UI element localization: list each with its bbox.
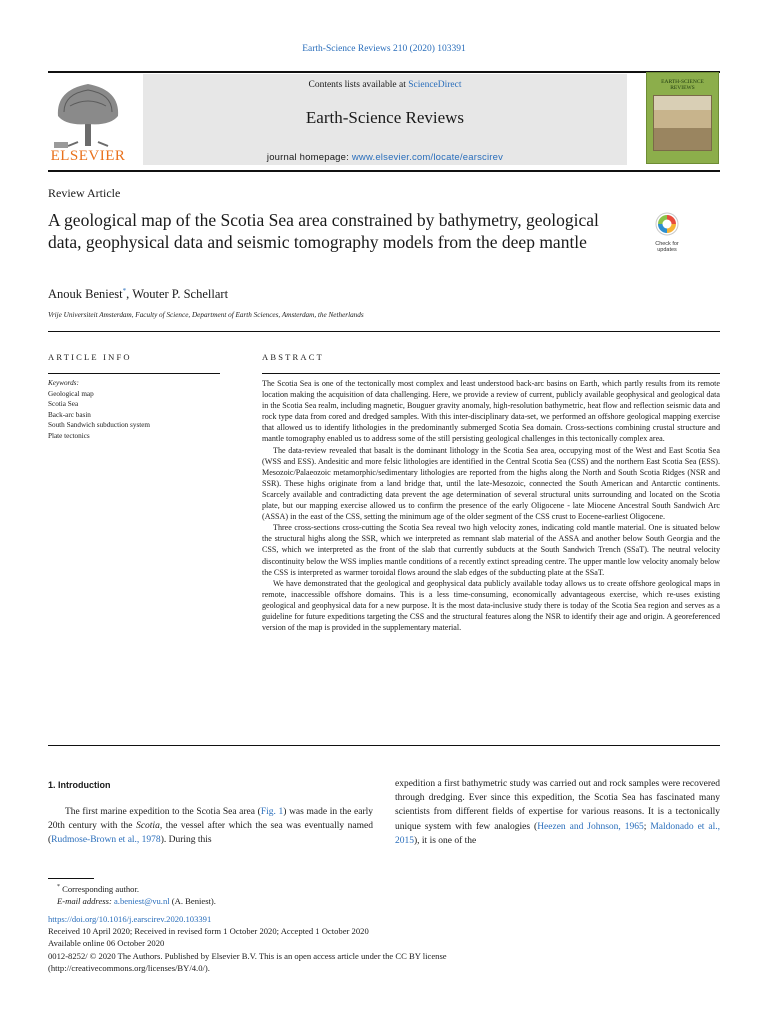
keyword-item: Scotia Sea xyxy=(48,400,79,408)
author-separator: , xyxy=(126,287,133,302)
article-info-heading: ARTICLE INFO xyxy=(48,352,132,362)
license-url[interactable]: (http://creativecommons.org/licenses/BY/4.0/). xyxy=(48,962,210,973)
email-line: E-mail address: a.beniest@vu.nl (A. Beniest). xyxy=(57,896,216,907)
abstract-paragraph: The data-review revealed that basalt is the dominant lithology in the Scotia Sea area, occupying most of the West and East Scotia Sea (WSS and ESS). Andesitic and more felsic lithologies are identified in the Central Scotia Sea (CSS) and the northern East Scotia Sea (ESS). Mesozoic/Palaeozoic metamorphic/sedimentary lithologies are reported from the highs along the North and South Scotia Ridges (NSR and SSR). These highs originate from a land bridge that, until the late-Mesozoic, connected the South American and Antarctic continents. Scarcely available and contradicting data prevent the age determination of several structural units surrounding and located on the Scotia plate, but our mapping exercise allowed us to confirm the presence of the early Oligocene - late Miocene Ancestral South Sandwich Arc (ASSA) in the east of the CSS, setting the minimum age of the older segment of the CSS crust to Eocene-earliest Oligocene. xyxy=(262,445,720,522)
header-top-rule xyxy=(48,71,720,73)
author-list xyxy=(48,287,228,302)
check-for-updates-badge[interactable] xyxy=(636,212,698,256)
intro-paragraph: expedition a first bathymetric study was carried out and rock samples were recovered through dredging. Ever since this expedition, the Scotia Sea has fascinated many scientists from different fields of expertise for various reasons. It is a tectonically unique system with few analogies (Heezen and Johnson, 1965; Maldonado et al., 2015), it is one of the xyxy=(395,779,720,846)
footnote xyxy=(48,881,216,907)
article-title: A geological map of the Scotia Sea area constrained by bathymetry, geological data, geophysical data and seismic tomography models from the deep mantle xyxy=(48,210,599,252)
journal-header-box xyxy=(143,74,627,165)
corresponding-author-mark[interactable]: * xyxy=(122,287,127,295)
homepage-link[interactable]: www.elsevier.com/locate/earscirev xyxy=(351,152,504,163)
keywords-block xyxy=(48,378,218,441)
journal-cover-thumbnail[interactable] xyxy=(646,72,719,164)
publication-info xyxy=(48,913,447,974)
copyright-line: 0012-8252/ © 2020 The Authors. Published by Elsevier B.V. This is an open access article under the CC BY license xyxy=(48,950,447,961)
received-dates: Received 10 April 2020; Received in revised form 1 October 2020; Accepted 1 October 2020 xyxy=(48,926,369,937)
article-type: Review Article xyxy=(48,186,121,200)
elsevier-logo[interactable] xyxy=(48,76,128,164)
keywords-label: Keywords: xyxy=(48,379,79,387)
check-updates-line1: Check for xyxy=(655,241,679,247)
introduction-heading: 1. Introduction xyxy=(48,780,111,790)
keyword-item: Back-arc basin xyxy=(48,410,91,419)
doi-link[interactable]: https://doi.org/10.1016/j.earscirev.2020.103391 xyxy=(48,914,212,924)
citation-link[interactable]: Maldonado et al., 2015 xyxy=(395,821,720,846)
abstract-paragraph: The Scotia Sea is one of the tectonically most complex and least understood back-arc basins on Earth, which partly results from its remote location making the acquisition of data challenging. Here, we provide a review of current, publicly available geophysical and geological data in the Scotia Sea realm, including magnetic, Bouguer gravity anomaly, high-resolution bathymetric, heat flow and reflection seismic data and rock type data from cored and dredged samples. With this inter-disciplinary data-set, we performed an offshore geological mapping exercise that allowed us to identify lithologies in the predominantly submerged Scotia Sea domain. Cross-sections combining crustal structure and mantle tomography enabled us to address some of the still persisting geological challenges in this tectonically complex area. xyxy=(262,379,720,444)
journal-reference[interactable]: Earth-Science Reviews 210 (2020) 103391 xyxy=(302,44,466,54)
contents-line xyxy=(143,80,627,90)
introduction-column-left xyxy=(48,805,373,848)
keyword-item: South Sandwich subduction system xyxy=(48,421,151,429)
email-link[interactable]: a.beniest@vu.nl xyxy=(113,896,170,907)
affiliation: Vrije Universiteit Amsterdam, Faculty of Science, Department of Earth Sciences, Amsterdam, the Netherlands xyxy=(48,311,364,319)
footnote-rule xyxy=(48,878,94,879)
elsevier-wordmark: ELSEVIER xyxy=(50,148,126,164)
divider xyxy=(262,373,720,374)
abstract-paragraph: Three cross-sections cross-cutting the Scotia Sea reveal two high velocity zones, indicating cold mantle material. One is situated below the structural highs along the SSR, which we interpreted as remnant slab material of the ASSA and another below South Georgia and the CSS, which we interpreted as the front of the slab that currently subducts at the South Sandwich Trench (SSaT). The neutral velocity discontinuity below the WSS implies mantle conditions of a recently extinct spreading centre. The upper mantle low velocity anomaly below the CSS is interpreted as warmer toroidal flows around the slab edges of the subducting plate at the SSaT. xyxy=(262,523,720,577)
abstract-heading: ABSTRACT xyxy=(262,352,324,362)
citation-link[interactable]: Heezen and Johnson, 1965 xyxy=(537,821,644,832)
divider xyxy=(48,745,720,746)
abstract-body xyxy=(262,378,720,633)
homepage-prefix: journal homepage: xyxy=(266,152,352,163)
author-name[interactable]: Anouk Beniest xyxy=(48,287,123,302)
homepage-line xyxy=(143,152,627,163)
check-for-updates-icon xyxy=(655,212,679,236)
journal-name: Earth-Science Reviews xyxy=(305,108,465,127)
corresponding-author-note: * Corresponding author. xyxy=(57,883,140,894)
contents-prefix: Contents lists available at xyxy=(308,80,409,90)
divider xyxy=(48,331,720,332)
cover-title: EARTH-SCIENCE REVIEWS xyxy=(661,79,704,91)
available-online: Available online 06 October 2020 xyxy=(48,938,165,949)
intro-paragraph: The first marine expedition to the Scotia Sea area (Fig. 1) was made in the early 20th century with the Scotia, the vessel after which the sea was eventually named (Rudmose-Brown et al., 1978). During this xyxy=(48,807,373,846)
keyword-item: Geological map xyxy=(48,389,94,398)
abstract-paragraph: We have demonstrated that the geological and geophysical data publicly available today allows us to create offshore geological maps in remote, inaccessible offshore domains. This is a less time-consuming, economically advantageous exercise, which re-uses existing geological and geophysical data for a new purpose. It is the most data-inclusive study there is today of the Scotia Sea region and serves as a guideline for future expeditions targeting the CSS and the structural features along the NSR to identify their age and origin. A georeferenced version of the map is provided in the supplementary material. xyxy=(262,578,720,633)
check-updates-line2: updates xyxy=(657,247,677,253)
vessel-name: Scotia xyxy=(136,821,160,832)
divider xyxy=(48,373,220,374)
cover-photo xyxy=(653,95,712,151)
figure-reference-link[interactable]: Fig. 1 xyxy=(260,807,284,817)
citation-link[interactable]: Rudmose-Brown et al., 1978 xyxy=(51,835,161,846)
keyword-item: Plate tectonics xyxy=(48,431,90,440)
sciencedirect-link[interactable]: ScienceDirect xyxy=(408,80,462,90)
header-bottom-rule xyxy=(48,170,720,172)
introduction-column-right xyxy=(395,777,720,848)
author-name[interactable]: Wouter P. Schellart xyxy=(132,287,229,302)
